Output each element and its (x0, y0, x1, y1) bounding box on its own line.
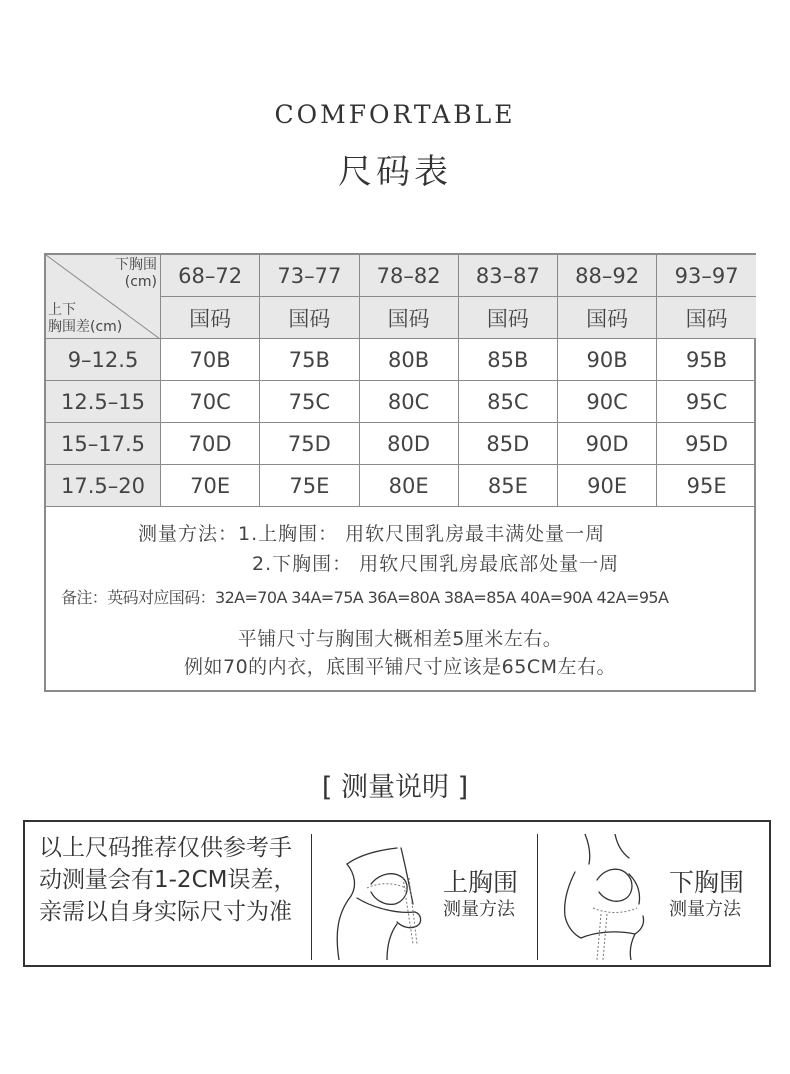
table-cell: 80D (359, 423, 458, 465)
table-cell: 90E (558, 465, 657, 507)
size-chart-panel (44, 253, 756, 692)
under-bust-title: 下胸围 (669, 868, 745, 897)
column-header: 68–72 (161, 255, 260, 297)
column-header: 78–82 (359, 255, 458, 297)
table-cell: 95C (657, 381, 756, 423)
size-standard-header: 国码 (558, 297, 657, 339)
row-label: 17.5–20 (46, 465, 161, 507)
size-standard-header: 国码 (657, 297, 756, 339)
row-label: 15–17.5 (46, 423, 161, 465)
table-cell: 85C (458, 381, 557, 423)
divider (311, 834, 312, 960)
column-header: 93–97 (657, 255, 756, 297)
corner-diff-unit-label: 胸围差(cm) (48, 319, 123, 335)
size-standard-header: 国码 (260, 297, 359, 339)
brand-eyebrow: COMFORTABLE (274, 100, 516, 129)
table-cell: 70D (161, 423, 260, 465)
divider (537, 834, 538, 960)
method-step-1: 1.上胸围： 用软尺围乳房最丰满处量一周 (238, 523, 606, 545)
table-cell: 85B (458, 339, 557, 381)
table-cell: 85E (458, 465, 557, 507)
corner-diff-label: 上下 (48, 302, 76, 318)
upper-bust-measure-illustration-icon (317, 834, 437, 960)
table-cell: 85D (458, 423, 557, 465)
size-standard-header: 国码 (359, 297, 458, 339)
table-cell: 80B (359, 339, 458, 381)
table-cell: 70B (161, 339, 260, 381)
table-cell: 75C (260, 381, 359, 423)
corner-unit-label: (cm) (124, 274, 157, 290)
flat-size-note-2: 例如70的内衣，底围平铺尺寸应该是65CM左右。 (183, 656, 616, 678)
column-header: 83–87 (458, 255, 557, 297)
table-corner-cell (46, 255, 161, 339)
conversion-remark: 备注：英码对应国码：32A=70A 34A=75A 36A=80A 38A=85A 40A=90A 42A=95A (61, 588, 669, 607)
corner-under-bust-label: 下胸围 (115, 257, 157, 273)
table-row (46, 339, 756, 381)
table-cell: 95B (657, 339, 756, 381)
table-header-row (46, 255, 756, 297)
measure-method (138, 519, 619, 579)
table-cell: 70E (161, 465, 260, 507)
under-bust-subtitle: 测量方法 (669, 899, 741, 920)
column-header: 73–77 (260, 255, 359, 297)
column-header: 88–92 (558, 255, 657, 297)
under-bust-measure-illustration-icon (545, 834, 665, 960)
table-row (46, 381, 756, 423)
table-cell: 90D (558, 423, 657, 465)
table-cell: 90B (558, 339, 657, 381)
method-step-2: 2.下胸围： 用软尺围乳房最底部处量一周 (252, 553, 620, 575)
table-cell: 75D (260, 423, 359, 465)
table-cell: 75B (260, 339, 359, 381)
upper-bust-subtitle: 测量方法 (443, 899, 515, 920)
method-label: 测量方法： (138, 523, 239, 545)
flat-size-note-1: 平铺尺寸与胸围大概相差5厘米左右。 (237, 628, 563, 650)
table-cell: 95E (657, 465, 756, 507)
table-row (46, 423, 756, 465)
upper-bust-title: 上胸围 (443, 868, 519, 897)
size-standard-header: 国码 (161, 297, 260, 339)
table-cell: 80C (359, 381, 458, 423)
page-title: 尺码表 (338, 152, 452, 192)
measure-section-title: [ 测量说明 ] (321, 772, 469, 803)
table-cell: 80E (359, 465, 458, 507)
size-table (46, 255, 756, 507)
measure-guide-panel (23, 820, 771, 967)
table-cell: 75E (260, 465, 359, 507)
size-standard-header: 国码 (458, 297, 557, 339)
table-cell: 70C (161, 381, 260, 423)
row-label: 12.5–15 (46, 381, 161, 423)
table-cell: 95D (657, 423, 756, 465)
reference-note: 以上尺码推荐仅供参考手动测量会有1-2CM误差，亲需以自身实际尺寸为准 (39, 835, 297, 925)
table-row (46, 465, 756, 507)
table-cell: 90C (558, 381, 657, 423)
row-label: 9–12.5 (46, 339, 161, 381)
